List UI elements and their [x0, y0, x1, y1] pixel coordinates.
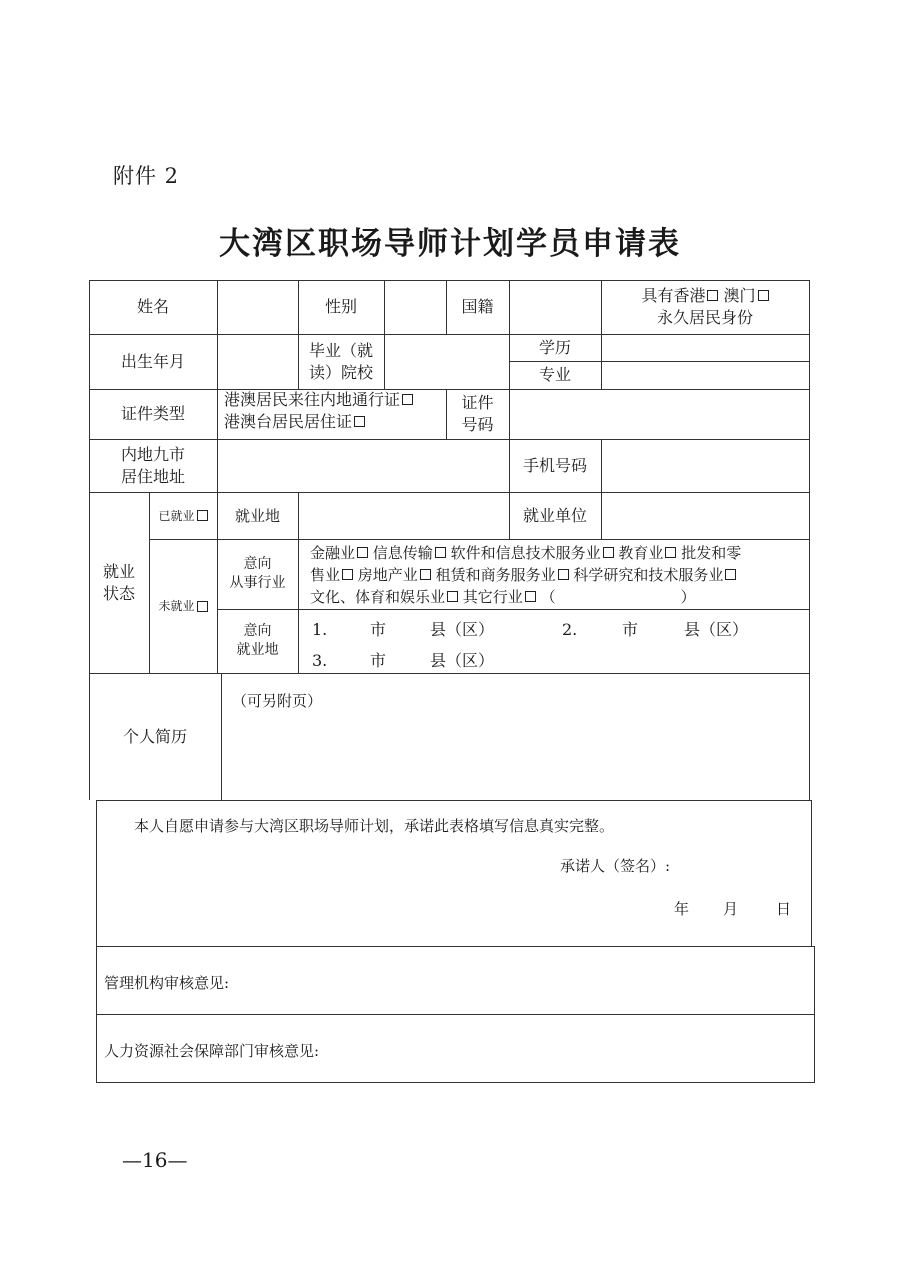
- date-year: 年: [674, 900, 690, 918]
- employment-status-line2: 状态: [102, 583, 135, 603]
- software-checkbox[interactable]: [603, 547, 614, 558]
- industry-culture: 文化、体育和娱乐业: [310, 588, 446, 606]
- other-close-paren: ）: [680, 588, 696, 606]
- pledge-text: 本人自愿申请参与大湾区职场导师计划，承诺此表格填写信息真实完整。: [134, 817, 615, 835]
- industry-label-line2: 从事行业: [229, 575, 286, 591]
- info-checkbox[interactable]: [435, 547, 446, 558]
- macau-checkbox[interactable]: [758, 290, 769, 301]
- form-title: 大湾区职场导师计划学员申请表: [219, 226, 681, 262]
- permit-checkbox[interactable]: [402, 394, 413, 405]
- school-label: [298, 334, 384, 389]
- birth-label: 出生年月: [120, 351, 185, 371]
- id-type-label: 证件类型: [120, 404, 185, 423]
- id-option-residence: 港澳台居民居住证: [224, 412, 353, 431]
- school-label-line1: 毕业（就: [308, 340, 373, 360]
- industry-other: 其它行业: [462, 588, 523, 606]
- other-open-paren: （: [540, 588, 556, 606]
- name-label: 姓名: [136, 297, 169, 316]
- place-2-county: 县（区）: [684, 620, 749, 639]
- research-checkbox[interactable]: [725, 569, 736, 580]
- target-place-line2: 就业地: [236, 642, 279, 658]
- industry-info: 信息传输: [372, 544, 433, 562]
- attachment-label: 附件 2: [113, 164, 180, 188]
- school-label-line2: 读）院校: [308, 362, 373, 382]
- review-hr: 人力资源社会保障部门审核意见:: [104, 1042, 320, 1060]
- date-month: 月: [723, 900, 739, 918]
- leasing-checkbox[interactable]: [558, 569, 569, 580]
- realestate-checkbox[interactable]: [420, 569, 431, 580]
- industry-wholesale-part1: 批发和零: [681, 544, 742, 562]
- permanent-resident-label: 永久居民身份: [656, 308, 753, 327]
- address-label-line1: 内地九市: [120, 444, 185, 464]
- place-3-city: 市: [370, 651, 387, 670]
- employed-option: [149, 492, 217, 539]
- industry-education: 教育业: [618, 544, 664, 562]
- target-place-line1: 意向: [243, 623, 272, 639]
- place-1-city: 市: [370, 620, 387, 639]
- other-checkbox[interactable]: [525, 591, 536, 602]
- major-label: 专业: [538, 365, 571, 384]
- culture-checkbox[interactable]: [447, 591, 458, 602]
- residence-checkbox[interactable]: [354, 416, 365, 427]
- id-option-permit: 港澳居民来往内地通行证: [224, 390, 401, 409]
- id-number-label: [446, 389, 509, 439]
- unemployed-checkbox[interactable]: [197, 601, 208, 612]
- signer-label: 承诺人（签名）:: [560, 857, 671, 875]
- industry-options-line3: [310, 586, 696, 608]
- address-label-line2: 居住地址: [120, 466, 185, 486]
- review-management: 管理机构审核意见:: [104, 974, 230, 992]
- id-number-label-line2: 号码: [461, 415, 494, 434]
- finance-checkbox[interactable]: [357, 547, 368, 558]
- place-3-county: 县（区）: [430, 651, 495, 670]
- id-type-options: [224, 389, 446, 439]
- unemployed-label: 未就业: [158, 599, 195, 613]
- place-1-num: 1.: [312, 620, 328, 639]
- address-label: [89, 439, 217, 492]
- industry-label: [217, 539, 298, 609]
- industry-wholesale-part2: 售业: [310, 566, 341, 584]
- place-2-city: 市: [622, 620, 639, 639]
- hk-option-label: 具有香港: [641, 286, 706, 305]
- page-number: —16—: [122, 1148, 188, 1172]
- id-number-label-line1: 证件: [461, 393, 494, 412]
- unemployed-option: [149, 539, 217, 673]
- industry-finance: 金融业: [310, 544, 356, 562]
- phone-label: 手机号码: [522, 455, 587, 475]
- education-checkbox[interactable]: [665, 547, 676, 558]
- macau-option-label: 澳门: [723, 286, 756, 305]
- employment-status-line1: 就业: [102, 561, 135, 581]
- place-2-num: 2.: [562, 620, 578, 639]
- industry-research: 科学研究和技术服务业: [573, 566, 724, 584]
- industry-label-line1: 意向: [243, 556, 272, 572]
- industry-leasing: 租赁和商务服务业: [435, 566, 556, 584]
- date-day: 日: [776, 900, 792, 918]
- nationality-label: 国籍: [461, 297, 494, 316]
- target-place-label: [217, 609, 298, 673]
- wholesale-checkbox[interactable]: [342, 569, 353, 580]
- permanent-resident-cell: [601, 280, 809, 334]
- work-place-label: 就业地: [234, 506, 280, 525]
- employed-checkbox[interactable]: [197, 510, 208, 521]
- industry-options-line1: [310, 542, 741, 564]
- place-3-num: 3.: [312, 651, 328, 670]
- industry-software: 软件和信息技术服务业: [450, 544, 601, 562]
- place-1-county: 县（区）: [430, 620, 495, 639]
- employer-label: 就业单位: [522, 505, 587, 525]
- industry-realestate: 房地产业: [357, 566, 418, 584]
- employment-status-label: [89, 492, 149, 673]
- hk-checkbox[interactable]: [707, 290, 718, 301]
- resume-label: 个人简历: [122, 726, 187, 746]
- resume-note: （可另附页）: [232, 692, 323, 710]
- employed-label: 已就业: [158, 508, 195, 523]
- education-label: 学历: [538, 337, 571, 357]
- industry-options-line2: [310, 564, 736, 586]
- gender-label: 性别: [324, 297, 357, 316]
